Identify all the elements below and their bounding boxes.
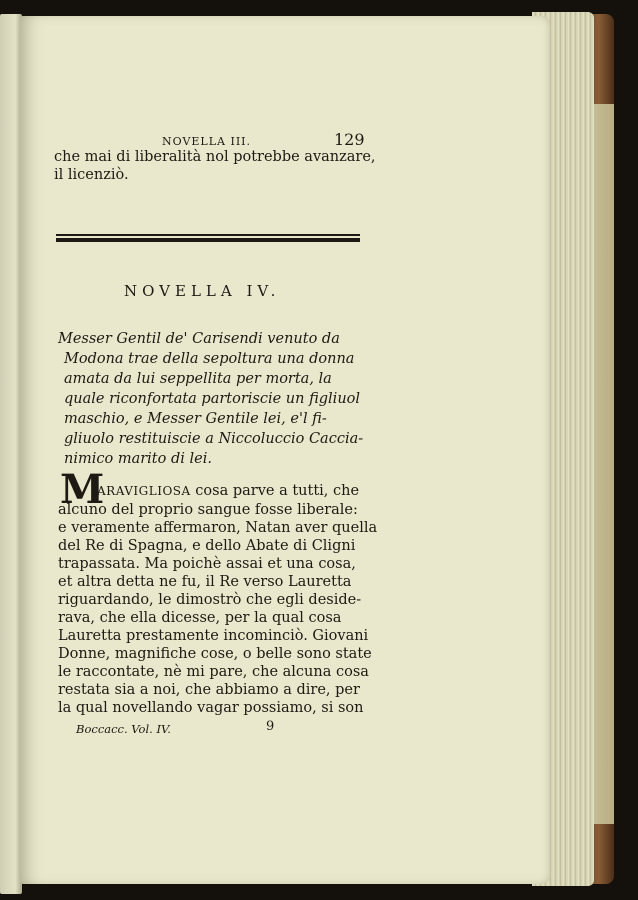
summary-line: nimico marito di lei.	[64, 451, 212, 467]
body-line: et altra detta ne fu, il Re verso Lauretta	[58, 574, 352, 590]
body-line: rava, che ella dicesse, per la qual cosa	[58, 610, 342, 626]
signature-number: 9	[266, 719, 275, 734]
signature-mark: Boccacc. Vol. IV.	[76, 722, 171, 736]
body-line: Lauretta prestamente incominciò. Giovani	[58, 628, 369, 644]
body-line: e veramente affermaron, Natan aver quella	[58, 520, 378, 536]
body-line: la qual novellando vagar possiamo, si son	[58, 700, 364, 716]
body-line: alcuno del proprio sangue fosse liberale:	[58, 502, 358, 518]
summary-line: maschio, e Messer Gentile lei, e'l fi-	[64, 411, 327, 427]
body-line: riguardando, le dimostrò che egli deside-	[58, 592, 362, 608]
drop-cap: M	[60, 466, 105, 513]
body-line: restata sia a noi, che abbiamo a dire, per	[58, 682, 360, 698]
body-first-line	[97, 483, 359, 499]
continuation-line-2: il licenziò.	[54, 167, 129, 183]
novella-title: NOVELLA IV.	[124, 282, 281, 300]
opening-rest: cosa parve a tutti, che	[190, 483, 360, 499]
summary-line: Modona trae della sepoltura una donna	[64, 351, 355, 367]
section-divider-rule	[56, 234, 360, 242]
summary-line: gliuolo restituiscie a Niccoluccio Caccia-	[64, 431, 364, 447]
opening-smallcaps: ARAVIGLIOSA	[97, 484, 191, 498]
body-line: del Re di Spagna, e dello Abate di Cligni	[58, 538, 356, 554]
summary-line: quale riconfortata partoriscie un figliuol	[64, 391, 361, 407]
book-page	[20, 16, 550, 884]
body-line: trapassata. Ma poichè assai et una cosa,	[58, 556, 356, 572]
running-head: NOVELLA III.	[162, 135, 252, 148]
left-page-edge	[0, 14, 22, 894]
page-number: 129	[334, 130, 365, 149]
body-line: le raccontate, nè mi pare, che alcuna cosa	[58, 664, 369, 680]
continuation-line-1: che mai di liberalità nol potrebbe avanzare,	[54, 149, 376, 165]
body-line: Donne, magnifiche cose, o belle sono state	[58, 646, 372, 662]
summary-line: Messer Gentil de' Carisendi venuto da	[58, 331, 340, 347]
summary-line: amata da lui seppellita per morta, la	[64, 371, 332, 387]
